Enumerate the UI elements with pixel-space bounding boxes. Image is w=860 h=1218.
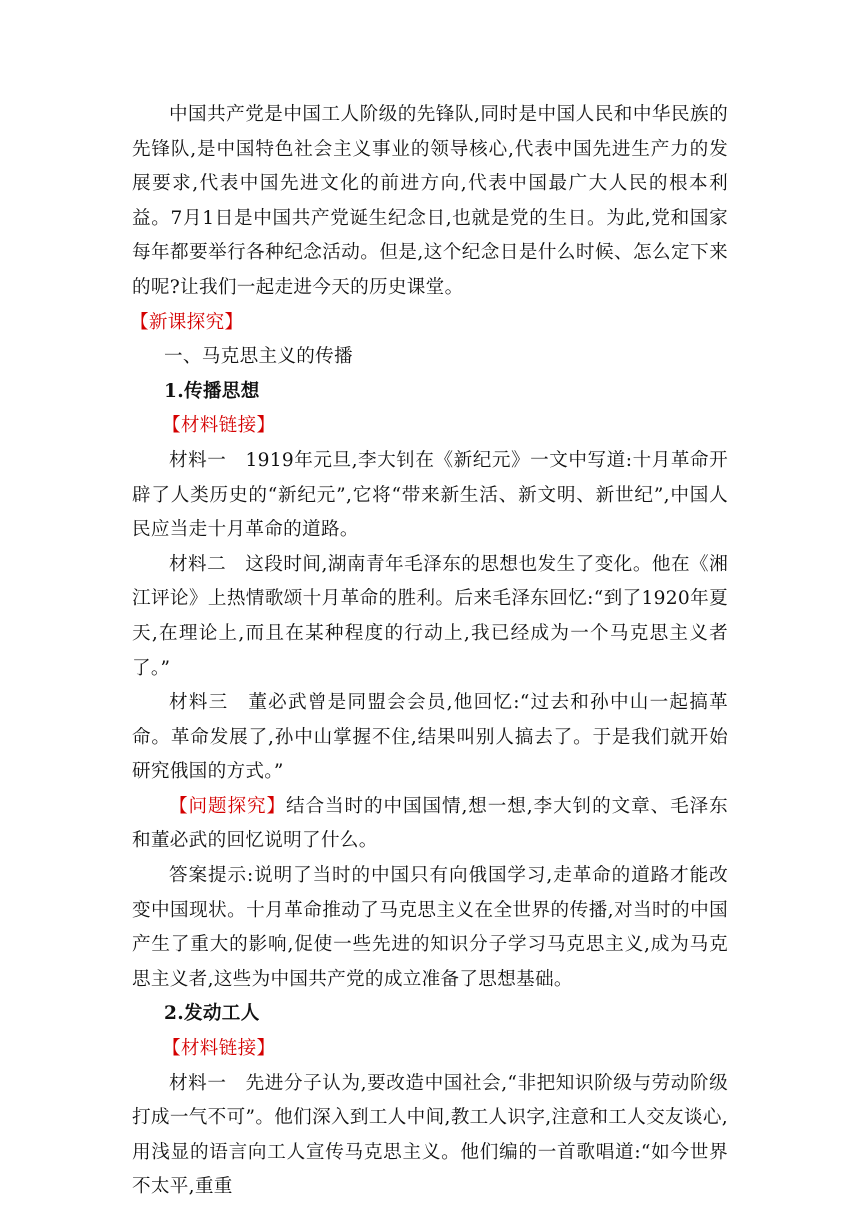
material-three: 材料三 董必武曾是同盟会会员,他回忆:“过去和孙中山一起搞革命。革命发展了,孙中山掌握不住,结果叫别人搞去了。于是我们就开始研究俄国的方式。”: [132, 692, 728, 783]
material-four: 材料一 先进分子认为,要改造中国社会,“非把知识阶级与劳动阶级打成一气不可”。他们深入到工人中间,教工人识字,注意和工人交友谈心,用浅显的语言向工人宣传马克思主义。他们编的一首歌唱道:“如今世界不太平,重重: [132, 1072, 728, 1198]
question-paragraph: [132, 790, 728, 859]
subheading-spread-ideas: 1.传播思想: [164, 380, 260, 402]
document-page: [132, 98, 728, 1205]
material-one: 材料一 1919年元旦,李大钊在《新纪元》一文中写道:十月革命开辟了人类历史的“新纪元”,它将“带来新生活、新文明、新世纪”,中国人民应当走十月革命的道路。: [132, 449, 728, 541]
material-two: 材料二 这段时间,湖南青年毛泽东的思想也发生了变化。他在《湘江评论》上热情歌颂十月革命的胜利。后来毛泽东回忆:“到了1920年夏天,在理论上,而且在某种程度的行动上,我已经成为一个马克思主义者了。”: [132, 553, 728, 679]
material-link-label-1: 【材料链接】: [162, 415, 276, 437]
section-new-lesson: 【新课探究】: [130, 311, 244, 333]
answer-paragraph: 答案提示:说明了当时的中国只有向俄国学习,走革命的道路才能改变中国现状。十月革命推动了马克思主义在全世界的传播,对当时的中国产生了重大的影响,促使一些先进的知识分子学习马克思主义,成为马克思主义者,这些为中国共产党的成立准备了思想基础。: [132, 865, 728, 990]
question-text: 结合当时的中国国情,想一想,李大钊的文章、毛泽东和董必武的回忆说明了什么。: [132, 795, 728, 852]
heading-marxism-spread: 一、马克思主义的传播: [164, 346, 353, 368]
material-link-label-2: 【材料链接】: [162, 1038, 276, 1060]
question-label: 【问题探究】: [169, 795, 286, 817]
subheading-mobilize-workers: 2.发动工人: [164, 1003, 260, 1025]
intro-paragraph: 中国共产党是中国工人阶级的先锋队,同时是中国人民和中华民族的先锋队,是中国特色社会主义事业的领导核心,代表中国先进生产力的发展要求,代表中国先进文化的前进方向,代表中国最广大人民的根本利益。7月1日是中国共产党诞生纪念日,也就是党的生日。为此,党和国家每年都要举行各种纪念活动。但是,这个纪念日是什么时候、怎么定下来的呢?让我们一起走进今天的历史课堂。: [132, 104, 728, 298]
